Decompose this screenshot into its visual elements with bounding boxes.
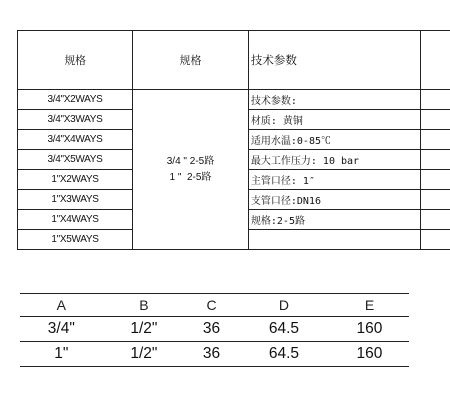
size-line: 3/4 " 2-5路 xyxy=(166,155,215,167)
param-cell: 材质: 黄铜 xyxy=(248,110,420,130)
model-cell: 3/4"X2WAYS xyxy=(18,90,133,110)
dim-header-e: E xyxy=(330,294,409,317)
header-params: 技术参数 xyxy=(248,31,420,90)
dim-cell: 3/4" xyxy=(20,317,103,342)
dim-cell: 64.5 xyxy=(238,317,330,342)
model-cell: 1"X3WAYS xyxy=(18,190,133,210)
header-size: 规格 xyxy=(133,31,249,90)
model-cell: 3/4"X5WAYS xyxy=(18,150,133,170)
param-cell: 技术参数: xyxy=(248,90,420,110)
dim-cell: 1/2" xyxy=(103,342,186,367)
dim-cell: 64.5 xyxy=(238,342,330,367)
extra-cell xyxy=(420,110,450,130)
dim-header-a: A xyxy=(20,294,103,317)
spec-table xyxy=(17,30,450,250)
dim-cell: 36 xyxy=(185,317,238,342)
param-cell: 规格:2-5路 xyxy=(248,210,420,230)
model-cell: 1"X4WAYS xyxy=(18,210,133,230)
param-cell xyxy=(248,230,420,250)
param-cell: 适用水温:0-85℃ xyxy=(248,130,420,150)
spec-header-row xyxy=(18,31,450,90)
model-cell: 3/4"X3WAYS xyxy=(18,110,133,130)
dim-header-row xyxy=(20,294,409,317)
extra-cell xyxy=(420,130,450,150)
model-cell: 1"X2WAYS xyxy=(18,170,133,190)
dim-header-b: B xyxy=(103,294,186,317)
model-cell: 1"X5WAYS xyxy=(18,230,133,250)
dim-row xyxy=(20,317,409,342)
dim-header-c: C xyxy=(185,294,238,317)
dim-header-d: D xyxy=(238,294,330,317)
dim-cell: 160 xyxy=(330,317,409,342)
param-cell: 最大工作压力: 10 bar xyxy=(248,150,420,170)
dim-cell: 1/2" xyxy=(103,317,186,342)
dim-row xyxy=(20,342,409,367)
param-cell: 支管口径:DN16 xyxy=(248,190,420,210)
extra-cell xyxy=(420,170,450,190)
extra-cell xyxy=(420,150,450,170)
dim-cell: 160 xyxy=(330,342,409,367)
header-model: 规格 xyxy=(18,31,133,90)
dimension-table xyxy=(20,293,409,367)
extra-cell xyxy=(420,210,450,230)
dim-cell: 36 xyxy=(185,342,238,367)
extra-cell xyxy=(420,90,450,110)
param-cell: 主管口径: 1″ xyxy=(248,170,420,190)
size-cell xyxy=(133,90,249,250)
spec-row xyxy=(18,90,450,110)
model-cell: 3/4"X4WAYS xyxy=(18,130,133,150)
extra-cell xyxy=(420,190,450,210)
dim-cell: 1" xyxy=(20,342,103,367)
extra-cell xyxy=(420,230,450,250)
size-line: 1 " 2-5路 xyxy=(169,171,212,183)
header-extra xyxy=(420,31,450,90)
